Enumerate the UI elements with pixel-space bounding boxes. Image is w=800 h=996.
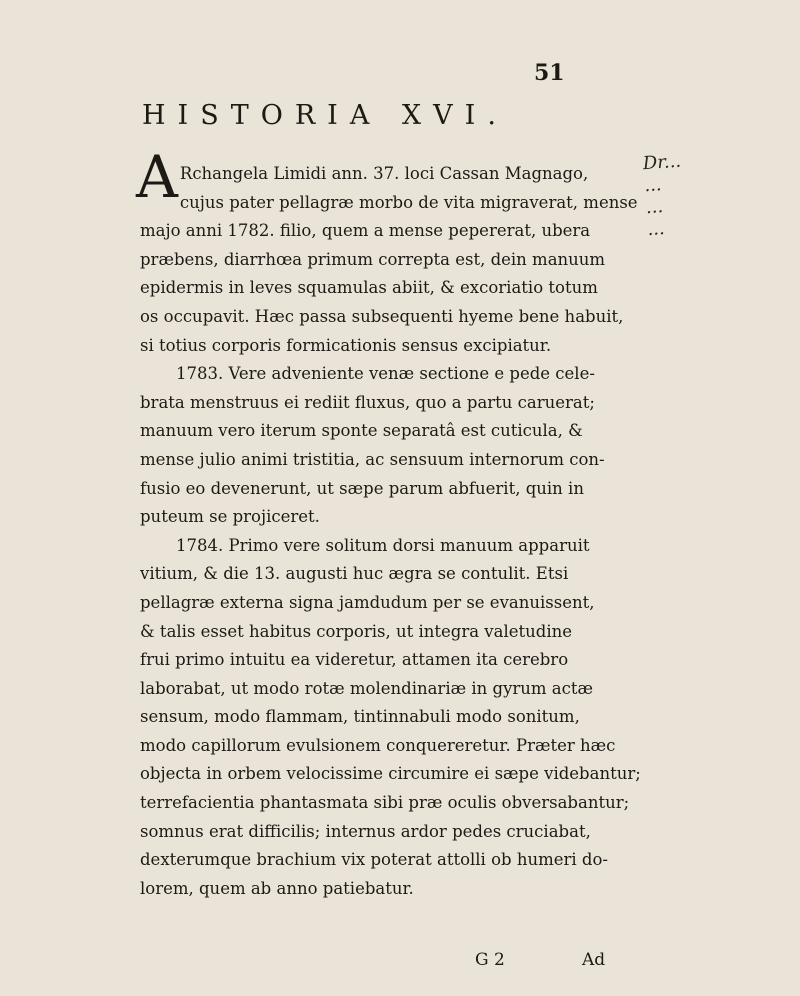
first-line-text: Rchangela Limidi ann. 37. loci Cassan Magnago, [179,164,589,183]
text-line: lorem, quem ab anno patiebatur. [140,878,414,898]
handwritten-marginalia [642,143,798,241]
marginalia-line: ... [645,196,664,219]
signature-mark: G 2 [475,950,505,970]
text-line: brata menstruus ei rediit fluxus, quo a partu caruerat; [140,392,595,412]
text-line: puteum se projiceret. [140,507,320,527]
text-line: terrefacientia phantasmata sibi præ oculis obversabantur; [140,793,630,813]
text-line: 1784. Primo vere solitum dorsi manuum apparuit [176,535,590,555]
text-line: 1783. Vere adveniente venæ sectione e pede cele- [176,364,595,384]
marginalia-line: ... [643,174,663,197]
text-line: si totius corporis formicationis sensus excipiatur. [140,335,552,355]
text-line: epidermis in leves squamulas abiit, & excoriatio totum [140,278,598,298]
body-text [136,143,641,903]
text-line: pellagræ externa signa jamdudum per se evanuissent, [140,592,595,612]
drop-cap: A [136,143,178,211]
text-line: dexterumque brachium vix poterat attolli ob humeri do- [140,850,608,870]
catchword: Ad [582,950,606,970]
text-line: mense julio animi tristitia, ac sensuum internorum con- [140,449,605,469]
text-line: fusio eo devenerunt, ut sæpe parum abfuerit, quin in [140,478,584,498]
text-line: manuum vero iterum sponte separatâ est cuticula, & [140,421,583,441]
marginalia-line: ... [646,217,666,241]
text-line: vitium, & die 13. augusti huc ægra se contulit. Etsi [140,564,569,584]
marginalia-line: Dr... [642,150,682,175]
text-line: & talis esset habitus corporis, ut integra valetudine [140,621,572,641]
page-heading: HISTORIA XVI. [142,100,508,131]
text-line: cujus pater pellagræ morbo de vita migraverat, mense [179,192,638,212]
text-line: sensum, modo flammam, tintinnabuli modo sonitum, [140,707,580,727]
text-line: majo anni 1782. filio, quem a mense pepererat, ubera [140,221,591,241]
text-line: frui primo intuitu ea videretur, attamen ita cerebro [140,650,569,670]
page-number: 51 [534,60,565,86]
text-line: somnus erat difficilis; internus ardor pedes cruciabat, [140,821,591,841]
text-line: præbens, diarrhœa primum correpta est, dein manuum [140,249,606,269]
text-line: modo capillorum evulsionem conquereretur. Præter hæc [140,735,616,755]
text-line: os occupavit. Hæc passa subsequenti hyeme bene habuit, [140,306,624,326]
text-line: objecta in orbem velocissime circumire ei sæpe videbantur; [140,764,641,784]
text-line: laborabat, ut modo rotæ molendinariæ in gyrum actæ [140,678,594,698]
